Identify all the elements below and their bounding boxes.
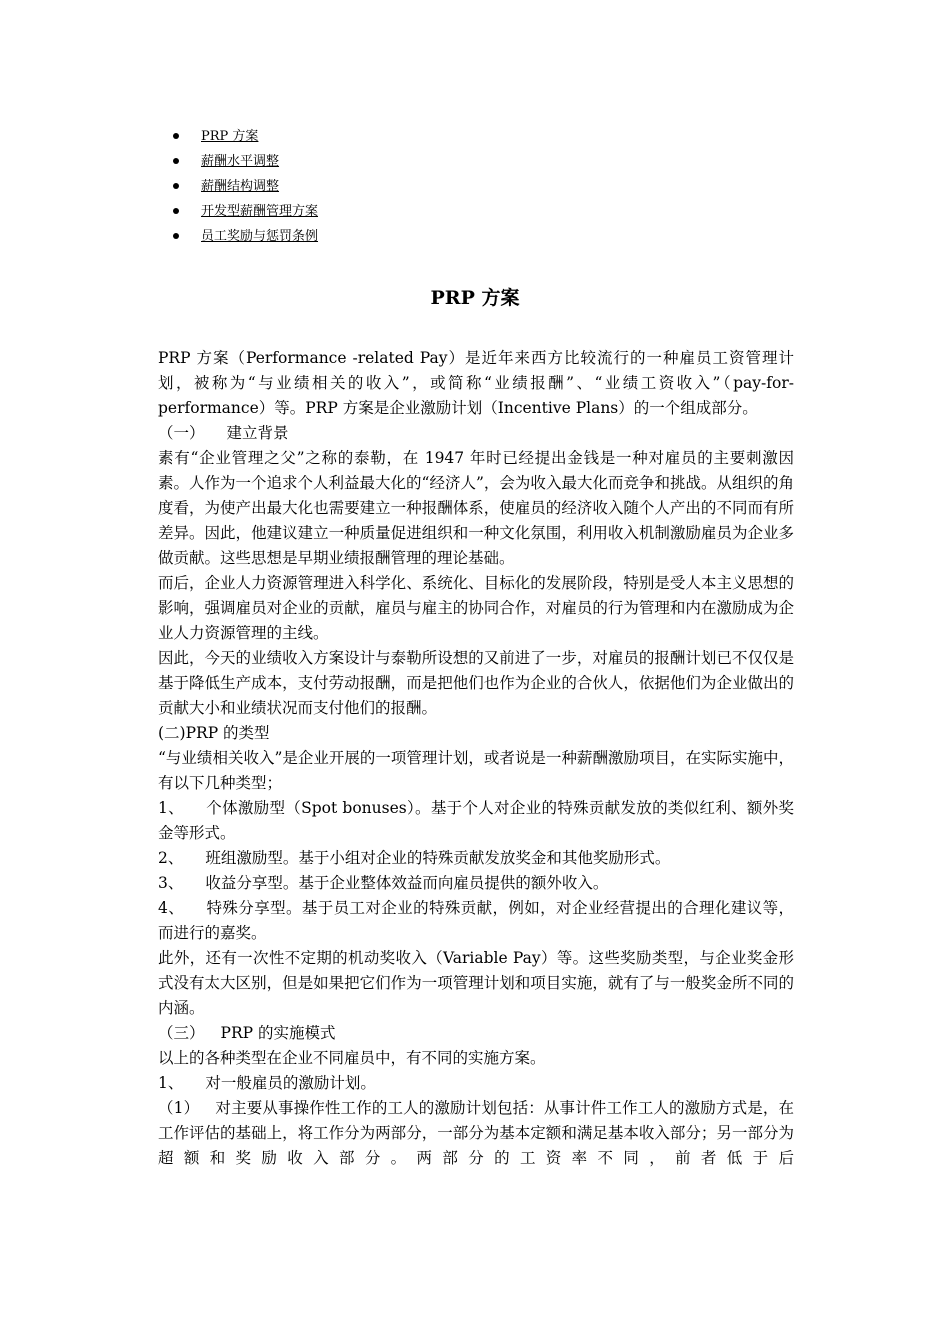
list-number: 1、 [158, 799, 184, 817]
heading-text: 建立背景 [226, 424, 289, 442]
list-number: 2、 [158, 849, 184, 867]
toc-link-reward-penalty[interactable]: 员工奖励与惩罚条例 [201, 229, 319, 244]
paragraph: 因此，今天的业绩收入方案设计与泰勒所设想的又前进了一步，对雇员的报酬计划已不仅仅是基于降低生产成本，支付劳动报酬，而是把他们也作为企业的合伙人，依据他们为企业做出的贡献大小和业绩状况而支付他们的报酬。 [158, 649, 794, 717]
toc-item [170, 199, 318, 224]
list-text: 个体激励型（Spot bonuses）。基于个人对企业的特殊贡献发放的类似红利、额外奖金等形式。 [158, 799, 794, 842]
bullet-icon [173, 158, 179, 164]
section-heading: (二)PRP 的类型 [158, 724, 270, 742]
list-number: （1） [158, 1099, 200, 1117]
paragraph: 以上的各种类型在企业不同雇员中，有不同的实施方案。 [158, 1049, 546, 1067]
list-item [158, 896, 794, 946]
bullet-icon [173, 183, 179, 189]
heading-number: （三） [158, 1024, 205, 1042]
section-heading [158, 421, 794, 446]
paragraph: 此外，还有一次性不定期的机动奖收入（Variable Pay）等。这些奖励类型，与企业奖金形式没有太大区别，但是如果把它们作为一项管理计划和项目实施，就有了与一般奖金所不同的内涵。 [158, 949, 794, 1017]
list-text: 对一般雇员的激励计划。 [205, 1074, 376, 1092]
list-item [158, 846, 794, 871]
toc-link-salary-level[interactable]: 薪酬水平调整 [201, 154, 280, 169]
toc-item [170, 149, 318, 174]
toc-item [170, 174, 318, 199]
toc-link-salary-structure[interactable]: 薪酬结构调整 [201, 179, 280, 194]
list-number: 3、 [158, 874, 184, 892]
bullet-icon [173, 208, 179, 214]
toc-link-prp[interactable]: PRP 方案 [201, 129, 259, 144]
toc-item [170, 224, 318, 249]
heading-number: （一） [158, 424, 205, 442]
toc-link-development-plan[interactable]: 开发型薪酬管理方案 [201, 204, 319, 219]
list-text: 对主要从事操作性工作的工人的激励计划包括：从事计件工作工人的激励方式是，在工作评估的基础上，将工作分为两部分，一部分为基本定额和满足基本收入部分；另一部分为超额和奖励收入部分。两部分的工资率不同，前者低于后 [158, 1099, 794, 1167]
list-number: 4、 [158, 899, 185, 917]
table-of-contents [170, 124, 318, 249]
page-title: PRP 方案 [430, 287, 520, 309]
list-text: 收益分享型。基于企业整体效益而向雇员提供的额外收入。 [205, 874, 609, 892]
list-text: 班组激励型。基于小组对企业的特殊贡献发放奖金和其他奖励形式。 [205, 849, 671, 867]
bullet-icon [173, 233, 179, 239]
list-text: 特殊分享型。基于员工对企业的特殊贡献，例如，对企业经营提出的合理化建议等，而进行的嘉奖。 [158, 899, 794, 942]
paragraph: PRP 方案（Performance -related Pay）是近年来西方比较流行的一种雇员工资管理计划，被称为“与业绩相关的收入”，或简称“业绩报酬”、“业绩工资收入”（pay-for-performance）等。PRP 方案是企业激励计划（Incentive Plans）的一个组成部分。 [158, 349, 794, 417]
list-item [158, 1071, 794, 1096]
list-item [158, 1096, 794, 1171]
toc-item [170, 124, 318, 149]
list-item [158, 871, 794, 896]
section-heading [158, 1021, 794, 1046]
paragraph: 素有“企业管理之父”之称的泰勒，在 1947 年时已经提出金钱是一种对雇员的主要刺激因素。人作为一个追求个人利益最大化的“经济人”，会为收入最大化而竞争和挑战。从组织的角度看，为使产出最大化也需要建立一种报酬体系，使雇员的经济收入随个人产出的不同而有所差异。因此，他建议建立一种质量促进组织和一种文化氛围，利用收入机制激励雇员为企业多做贡献。这些思想是早期业绩报酬管理的理论基础。 [158, 449, 794, 567]
paragraph: “与业绩相关收入”是企业开展的一项管理计划，或者说是一种薪酬激励项目，在实际实施中，有以下几种类型； [158, 749, 794, 792]
paragraph: 而后，企业人力资源管理进入科学化、系统化、目标化的发展阶段，特别是受人本主义思想的影响，强调雇员对企业的贡献，雇员与雇主的协同合作，对雇员的行为管理和内在激励成为企业人力资源管理的主线。 [158, 574, 794, 642]
document-body [158, 346, 794, 1171]
list-item [158, 796, 794, 846]
bullet-icon [173, 133, 179, 139]
list-number: 1、 [158, 1074, 184, 1092]
heading-text: PRP 的实施模式 [220, 1024, 336, 1042]
